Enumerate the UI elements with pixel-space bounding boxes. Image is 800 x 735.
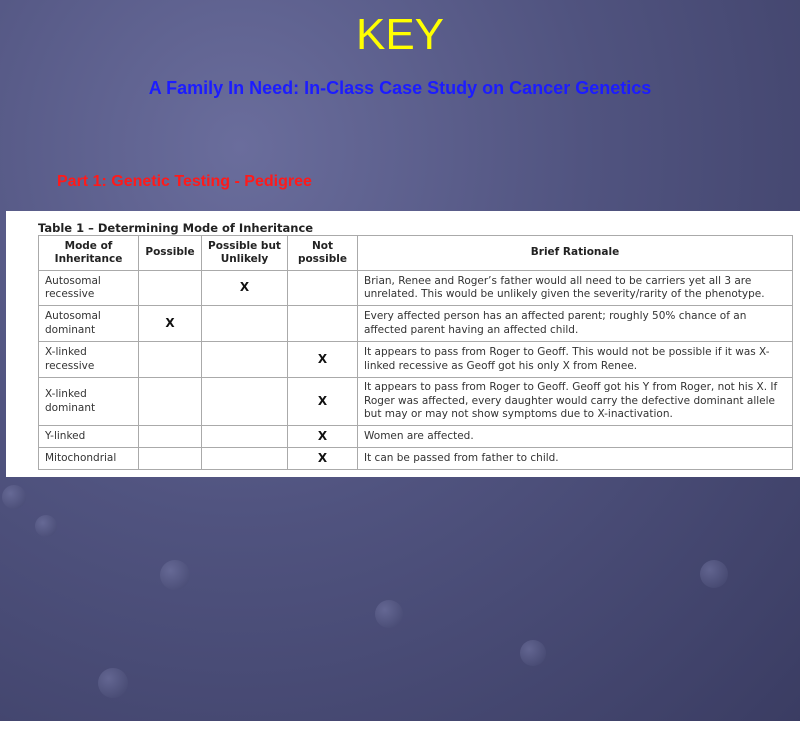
table-row bbox=[39, 448, 793, 470]
mode-cell: X-linked recessive bbox=[39, 342, 139, 378]
header-mode: Mode of Inheritance bbox=[39, 236, 139, 271]
unlikely-cell: X bbox=[202, 271, 288, 306]
rationale-cell: It can be passed from father to child. bbox=[358, 448, 793, 470]
table-row bbox=[39, 342, 793, 378]
bottom-strip bbox=[0, 721, 800, 735]
table-row bbox=[39, 378, 793, 426]
decorative-orb bbox=[2, 485, 26, 509]
mode-cell: Mitochondrial bbox=[39, 448, 139, 470]
slide-subtitle: A Family In Need: In-Class Case Study on Cancer Genetics bbox=[148, 78, 652, 98]
slide-title: KEY bbox=[355, 10, 445, 59]
decorative-orb bbox=[160, 560, 190, 590]
possible-cell bbox=[139, 378, 202, 426]
unlikely-cell bbox=[202, 426, 288, 448]
not-possible-cell bbox=[288, 271, 358, 306]
possible-cell bbox=[139, 271, 202, 306]
unlikely-cell bbox=[202, 306, 288, 342]
table-caption: Table 1 – Determining Mode of Inheritance bbox=[38, 221, 314, 235]
rationale-cell: It appears to pass from Roger to Geoff. This would not be possible if it was X-linked recessive as Geoff got his only X from Renee. bbox=[358, 342, 793, 378]
not-possible-cell: X bbox=[288, 426, 358, 448]
mode-cell: Autosomal dominant bbox=[39, 306, 139, 342]
mode-cell: Y-linked bbox=[39, 426, 139, 448]
not-possible-cell: X bbox=[288, 448, 358, 470]
rationale-cell: Women are affected. bbox=[358, 426, 793, 448]
mode-cell: Autosomal recessive bbox=[39, 271, 139, 306]
table-image-panel bbox=[6, 211, 800, 477]
possible-cell bbox=[139, 342, 202, 378]
not-possible-cell: X bbox=[288, 378, 358, 426]
not-possible-cell: X bbox=[288, 342, 358, 378]
possible-cell: X bbox=[139, 306, 202, 342]
header-unlikely: Possible but Unlikely bbox=[202, 236, 288, 271]
table-row bbox=[39, 426, 793, 448]
header-possible: Possible bbox=[139, 236, 202, 271]
unlikely-cell bbox=[202, 448, 288, 470]
mode-cell: X-linked dominant bbox=[39, 378, 139, 426]
header-not-possible: Not possible bbox=[288, 236, 358, 271]
unlikely-cell bbox=[202, 342, 288, 378]
decorative-orb bbox=[375, 600, 403, 628]
possible-cell bbox=[139, 448, 202, 470]
section-heading: Part 1: Genetic Testing - Pedigree bbox=[57, 173, 312, 190]
possible-cell bbox=[139, 426, 202, 448]
header-rationale: Brief Rationale bbox=[358, 236, 793, 271]
rationale-cell: It appears to pass from Roger to Geoff. Geoff got his Y from Roger, not his X. If Roger was affected, every daughter would carry the defective dominant allele but may or may not show symptoms due to X-inactivation. bbox=[358, 378, 793, 426]
table-row bbox=[39, 306, 793, 342]
not-possible-cell bbox=[288, 306, 358, 342]
rationale-cell: Brian, Renee and Roger’s father would all need to be carriers yet all 3 are unrelated. This would be unlikely given the severity/rarity of the phenotype. bbox=[358, 271, 793, 306]
unlikely-cell bbox=[202, 378, 288, 426]
decorative-orb bbox=[520, 640, 546, 666]
decorative-orb bbox=[700, 560, 728, 588]
table-row bbox=[39, 271, 793, 306]
decorative-orb bbox=[98, 668, 128, 698]
decorative-orb bbox=[35, 515, 57, 537]
rationale-cell: Every affected person has an affected parent; roughly 50% chance of an affected parent having an affected child. bbox=[358, 306, 793, 342]
inheritance-table bbox=[38, 235, 793, 470]
table-header-row bbox=[39, 236, 793, 271]
